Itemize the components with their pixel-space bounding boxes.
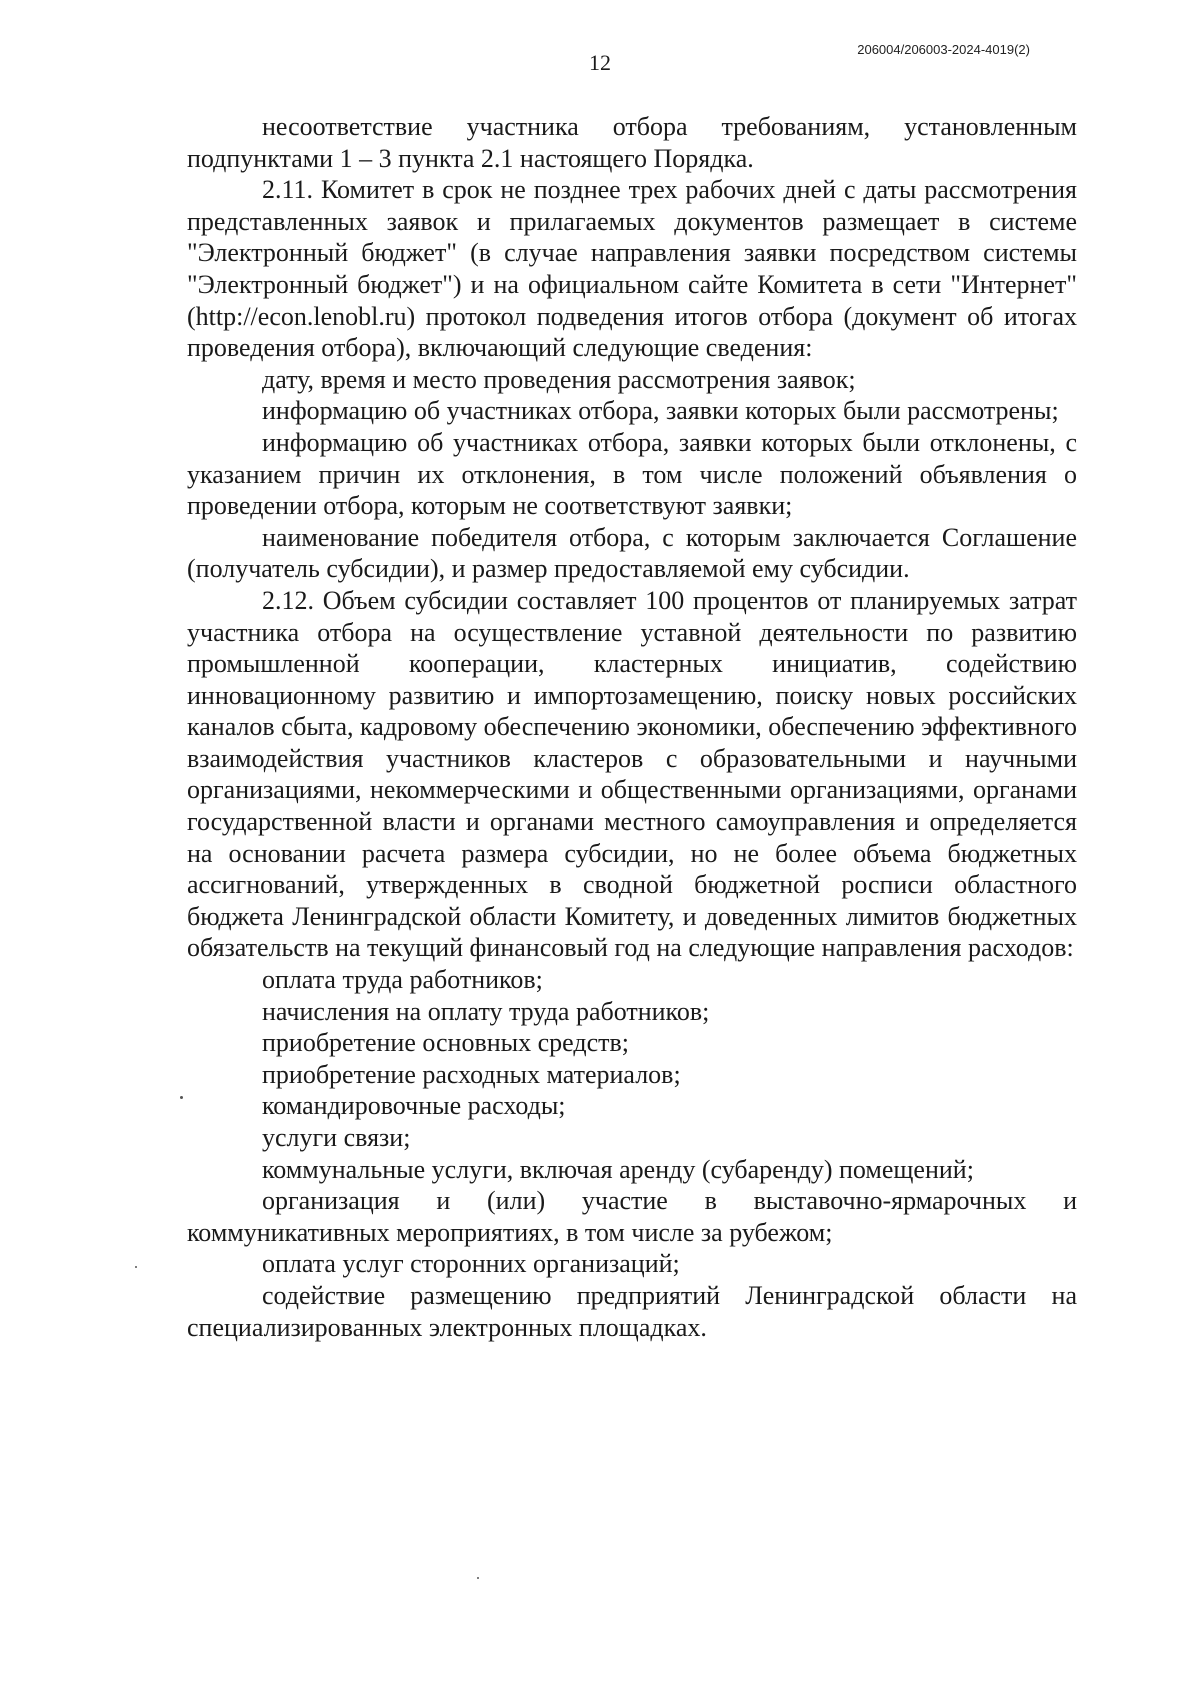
paragraph-nonconformity: несоответствие участника отбора требованиям, установленным подпунктами 1 – 3 пункта 2.1 настоящего Порядка.: [187, 112, 1077, 173]
list-item-electronic-platforms: содействие размещению предприятий Ленинградской области на специализированных электронных площадках.: [187, 1280, 1077, 1342]
list-item-date-time-place: дату, время и место проведения рассмотрения заявок;: [262, 364, 856, 394]
list-item-communications: услуги связи;: [262, 1123, 411, 1152]
list-item-utilities: коммунальные услуги, включая аренду (субаренду) помещений;: [262, 1154, 974, 1184]
list-item-payroll-charges: начисления на оплату труда работников;: [262, 996, 710, 1026]
scan-speck: [477, 1577, 479, 1579]
list-item-fixed-assets: приобретение основных средств;: [262, 1028, 629, 1058]
list-item-winner: наименование победителя отбора, с которым заключается Соглашение (получатель субсидии), и размер предоставляемой ему субсидии.: [187, 522, 1077, 584]
list-item-consumables: приобретение расходных материалов;: [262, 1059, 681, 1089]
paragraph-2-12: 2.12. Объем субсидии составляет 100 процентов от планируемых затрат участника отбора на осуществление уставной деятельности по развитию промышленной кооперации, кластерных инициатив, содействию инновационному развитию и импортозамещению, поиску новых российских каналов сбыта, кадровому обеспечению экономики, обеспечению эффективного взаимодействия участников кластеров с образовательными и научными организациями, некоммерческими и общественными организациями, органами государственной власти и органами местного самоуправления и определяется на основании расчета размера субсидии, но не более объема бюджетных ассигнований, утвержденных в сводной бюджетной росписи областного бюджета Ленинградской области Комитету, и доведенных лимитов бюджетных обязательств на текущий финансовый год на следующие направления расходов:: [187, 585, 1077, 963]
list-item-reviewed-participants: информацию об участниках отбора, заявки которых были рассмотрены;: [262, 396, 1059, 426]
list-item-wages: оплата труда работников;: [262, 965, 543, 995]
paragraph-2-11: 2.11. Комитет в срок не позднее трех рабочих дней с даты рассмотрения представленных заявок и прилагаемых документов размещает в системе "Электронный бюджет" (в случае направления заявки посредством системы "Электронный бюджет") и на официальном сайте Комитета в сети "Интернет" (http://econ.lenobl.ru) протокол подведения итогов отбора (документ об итогах проведения отбора), включающий следующие сведения:: [187, 175, 1077, 363]
document-id: 206004/206003-2024-4019(2): [857, 42, 1030, 57]
scan-speck: [135, 1266, 137, 1268]
page-number: 12: [589, 50, 611, 75]
list-item-exhibitions: организация и (или) участие в выставочно-ярмарочных и коммуникативных мероприятиях, в том числе за рубежом;: [187, 1186, 1077, 1247]
list-item-rejected-participants: информацию об участниках отбора, заявки которых были отклонены, с указанием причин их отклонения, в том числе положений объявления о проведении отбора, которым не соответствуют заявки;: [187, 427, 1077, 521]
list-item-travel: командировочные расходы;: [262, 1091, 566, 1121]
scan-speck: [180, 1096, 183, 1099]
document-body: [187, 111, 1077, 1343]
list-item-third-party-services: оплата услуг сторонних организаций;: [262, 1249, 680, 1279]
